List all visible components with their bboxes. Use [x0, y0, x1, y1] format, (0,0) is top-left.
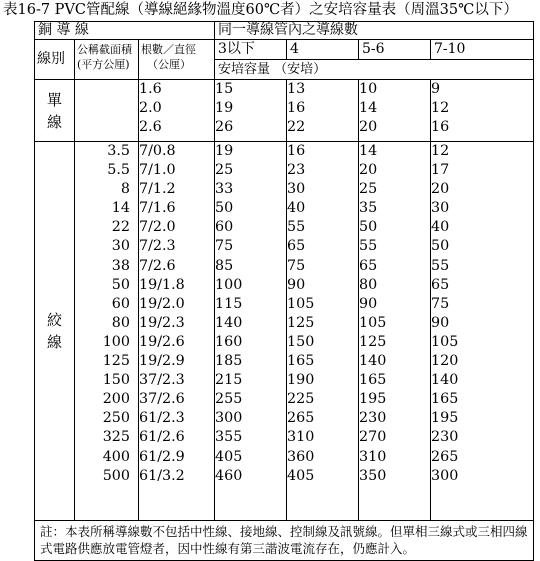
stranded-c2-col-value: 40	[287, 200, 306, 217]
single-c4-col-value: 9	[431, 81, 441, 97]
stranded-c2-col-value: 16	[287, 143, 306, 159]
category-single-label-value: 單	[46, 90, 62, 109]
category-stranded-label	[35, 309, 74, 353]
stranded-strands-col-value: 61/2.9	[139, 448, 185, 465]
stranded-c2-col-value: 225	[287, 391, 315, 408]
stranded-area-col-value: 38	[111, 257, 130, 274]
stranded-area-col-value: 50	[111, 276, 130, 293]
stranded-c3-col-value: 80	[359, 276, 378, 293]
header-count-4: 7-10	[431, 40, 534, 60]
stranded-area-col-value: 125	[102, 353, 130, 370]
stranded-strands-col-value: 7/2.6	[139, 257, 176, 274]
stranded-strands-col-value: 7/1.2	[139, 181, 176, 198]
stranded-strands-col-value: 61/3.2	[139, 467, 185, 484]
category-stranded-label-value: 線	[46, 333, 62, 351]
stranded-c2-col	[287, 142, 359, 521]
single-c2-col	[287, 80, 359, 142]
category-single-label-value: 線	[46, 112, 62, 131]
stranded-area-col-value: 400	[102, 448, 130, 465]
stranded-c3-col-value: 25	[359, 181, 378, 198]
category-stranded-label-value: 絞	[46, 311, 62, 329]
stranded-area-col-value: 250	[102, 410, 130, 427]
stranded-c4-col-value: 105	[431, 333, 459, 350]
stranded-c2-col-value: 190	[287, 372, 315, 389]
category-single-label	[35, 89, 74, 133]
stranded-strands-col-value: 7/2.3	[139, 238, 176, 255]
stranded-c4-col-value: 265	[431, 448, 459, 465]
header-strands-diameter: 根數／直徑 （公厘）	[139, 40, 215, 80]
single-c1-col-value: 26	[215, 119, 234, 136]
stranded-strands-col-value: 7/2.0	[139, 219, 176, 236]
stranded-area-col-value: 22	[111, 219, 130, 236]
stranded-c1-col-value: 75	[215, 238, 234, 255]
stranded-c4-col-value: 120	[431, 353, 459, 370]
stranded-strands-col-value: 61/2.6	[139, 429, 185, 446]
stranded-c4-col-value: 50	[431, 238, 450, 255]
stranded-c2-col-value: 105	[287, 295, 315, 312]
stranded-area-col	[75, 142, 139, 521]
table-note: 註：本表所稱導線數不包括中性線、接地線、控制線及訊號線。但單相三線式或三相四線式電路供應放電管燈者，因中性線有第三諧波電流存在，仍應計入。	[35, 521, 534, 561]
stranded-c4-col-value: 40	[431, 219, 450, 236]
stranded-c1-col-value: 50	[215, 200, 234, 217]
stranded-c2-col-value: 360	[287, 448, 315, 465]
stranded-strands-col-value: 19/2.3	[139, 314, 185, 331]
single-c3-col	[359, 80, 431, 142]
stranded-strands-col-value: 7/1.6	[139, 200, 176, 217]
single-area-cell	[75, 80, 139, 142]
stranded-strands-col-value: 37/2.6	[139, 391, 185, 408]
stranded-area-col-value: 5.5	[107, 162, 130, 179]
stranded-c2-col-value: 90	[287, 276, 306, 293]
single-diameter-col-value: 2.6	[139, 119, 162, 136]
stranded-strands-col	[139, 142, 215, 521]
stranded-strands-col-value: 19/2.6	[139, 333, 185, 350]
stranded-area-col-value: 150	[102, 372, 130, 389]
header-count-3: 5-6	[359, 40, 431, 60]
stranded-strands-col-value: 61/2.3	[139, 410, 185, 427]
header-copper-wire: 銅 導 線	[35, 22, 215, 40]
stranded-c1-col-value: 215	[215, 372, 243, 389]
stranded-c3-col-value: 270	[359, 429, 387, 446]
stranded-strands-col-value: 19/1.8	[139, 276, 185, 293]
stranded-c1-col-value: 60	[215, 219, 234, 236]
stranded-strands-col-value: 19/2.9	[139, 353, 185, 370]
stranded-c4-col	[431, 142, 534, 521]
stranded-c4-col-value: 65	[431, 276, 450, 293]
stranded-c3-col	[359, 142, 431, 521]
single-c4-col	[431, 80, 534, 142]
stranded-c2-col-value: 405	[287, 467, 315, 484]
stranded-c3-col-value: 90	[359, 295, 378, 312]
category-single	[35, 80, 75, 142]
header-ampacity: 安培容量 （安培）	[215, 60, 534, 80]
stranded-area-col-value: 500	[102, 467, 130, 484]
stranded-c2-col-value: 150	[287, 333, 315, 350]
stranded-c3-col-value: 125	[359, 333, 387, 350]
stranded-c1-col-value: 160	[215, 333, 243, 350]
stranded-c2-col-value: 30	[287, 181, 306, 198]
single-c4-col-value: 16	[431, 119, 450, 136]
stranded-c3-col-value: 35	[359, 200, 378, 217]
stranded-strands-col-value: 7/0.8	[139, 143, 176, 159]
stranded-c2-col-value: 125	[287, 314, 315, 331]
category-stranded	[35, 142, 75, 521]
single-diameter-col	[139, 80, 215, 142]
stranded-c4-col-value: 20	[431, 181, 450, 198]
stranded-c1-col-value: 33	[215, 181, 234, 198]
stranded-strands-col-value: 37/2.3	[139, 372, 185, 389]
stranded-c4-col-value: 300	[431, 467, 459, 484]
ampacity-table	[34, 21, 534, 561]
header-count-1: 3以下	[215, 40, 287, 60]
stranded-c4-col-value: 195	[431, 410, 459, 427]
table-title: 表16-7 PVC管配線（導線絕緣物溫度60℃者）之安培容量表（周溫35℃以下）	[3, 2, 518, 18]
stranded-c1-col-value: 355	[215, 429, 243, 446]
single-c3-col-value: 20	[359, 119, 378, 136]
single-diameter-col-value: 2.0	[139, 100, 162, 117]
stranded-area-col-value: 200	[102, 391, 130, 408]
stranded-c4-col-value: 17	[431, 162, 450, 179]
stranded-c2-col-value: 310	[287, 429, 315, 446]
stranded-area-col-value: 60	[111, 295, 130, 312]
stranded-area-col-value: 325	[102, 429, 130, 446]
stranded-c4-col-value: 90	[431, 314, 450, 331]
stranded-c1-col-value: 300	[215, 410, 243, 427]
header-wire-type: 線別	[35, 40, 75, 80]
single-c2-col-value: 16	[287, 100, 306, 117]
stranded-c2-col-value: 55	[287, 219, 306, 236]
stranded-c1-col-value: 255	[215, 391, 243, 408]
stranded-area-col-value: 14	[111, 200, 130, 217]
stranded-c4-col-value: 12	[431, 143, 450, 159]
stranded-c1-col-value: 115	[215, 295, 243, 312]
stranded-c2-col-value: 23	[287, 162, 306, 179]
single-diameter-col-value: 1.6	[139, 81, 162, 97]
stranded-c2-col-value: 75	[287, 257, 306, 274]
stranded-c3-col-value: 165	[359, 372, 387, 389]
stranded-c1-col-value: 85	[215, 257, 234, 274]
stranded-c3-col-value: 105	[359, 314, 387, 331]
stranded-area-col-value: 30	[111, 238, 130, 255]
stranded-c3-col-value: 20	[359, 162, 378, 179]
stranded-c4-col-value: 75	[431, 295, 450, 312]
stranded-c4-col-value: 165	[431, 391, 459, 408]
stranded-c3-col-value: 55	[359, 238, 378, 255]
stranded-area-col-value: 80	[111, 314, 130, 331]
stranded-c4-col-value: 140	[431, 372, 459, 389]
stranded-c3-col-value: 140	[359, 353, 387, 370]
stranded-area-col-value: 3.5	[107, 143, 130, 159]
stranded-c4-col-value: 55	[431, 257, 450, 274]
stranded-c4-col-value: 30	[431, 200, 450, 217]
stranded-c3-col-value: 310	[359, 448, 387, 465]
header-conductor-count: 同一導線管內之導線數	[215, 22, 534, 40]
stranded-c1-col-value: 140	[215, 314, 243, 331]
stranded-area-col-value: 100	[102, 333, 130, 350]
single-c3-col-value: 10	[359, 81, 378, 97]
stranded-area-col-value: 8	[120, 181, 130, 198]
single-c2-col-value: 13	[287, 81, 306, 97]
stranded-c2-col-value: 65	[287, 238, 306, 255]
stranded-c3-col-value: 65	[359, 257, 378, 274]
stranded-c1-col-value: 185	[215, 353, 243, 370]
single-c1-col-value: 15	[215, 81, 234, 97]
stranded-c4-col-value: 230	[431, 429, 459, 446]
single-c1-col	[215, 80, 287, 142]
header-nominal-area: 公稱截面積 (平方公厘)	[75, 40, 139, 80]
stranded-c3-col-value: 14	[359, 143, 378, 159]
stranded-c3-col-value: 350	[359, 467, 387, 484]
single-c2-col-value: 22	[287, 119, 306, 136]
single-c1-col-value: 19	[215, 100, 234, 117]
stranded-c2-col-value: 165	[287, 353, 315, 370]
stranded-c1-col-value: 19	[215, 143, 234, 159]
stranded-c1-col-value: 405	[215, 448, 243, 465]
stranded-c1-col	[215, 142, 287, 521]
single-c4-col-value: 12	[431, 100, 450, 117]
stranded-c3-col-value: 230	[359, 410, 387, 427]
stranded-c1-col-value: 100	[215, 276, 243, 293]
header-count-2: 4	[287, 40, 359, 60]
stranded-strands-col-value: 19/2.0	[139, 295, 185, 312]
stranded-c3-col-value: 50	[359, 219, 378, 236]
stranded-strands-col-value: 7/1.0	[139, 162, 176, 179]
stranded-c2-col-value: 265	[287, 410, 315, 427]
stranded-c1-col-value: 25	[215, 162, 234, 179]
single-c3-col-value: 14	[359, 100, 378, 117]
stranded-c3-col-value: 195	[359, 391, 387, 408]
stranded-c1-col-value: 460	[215, 467, 243, 484]
